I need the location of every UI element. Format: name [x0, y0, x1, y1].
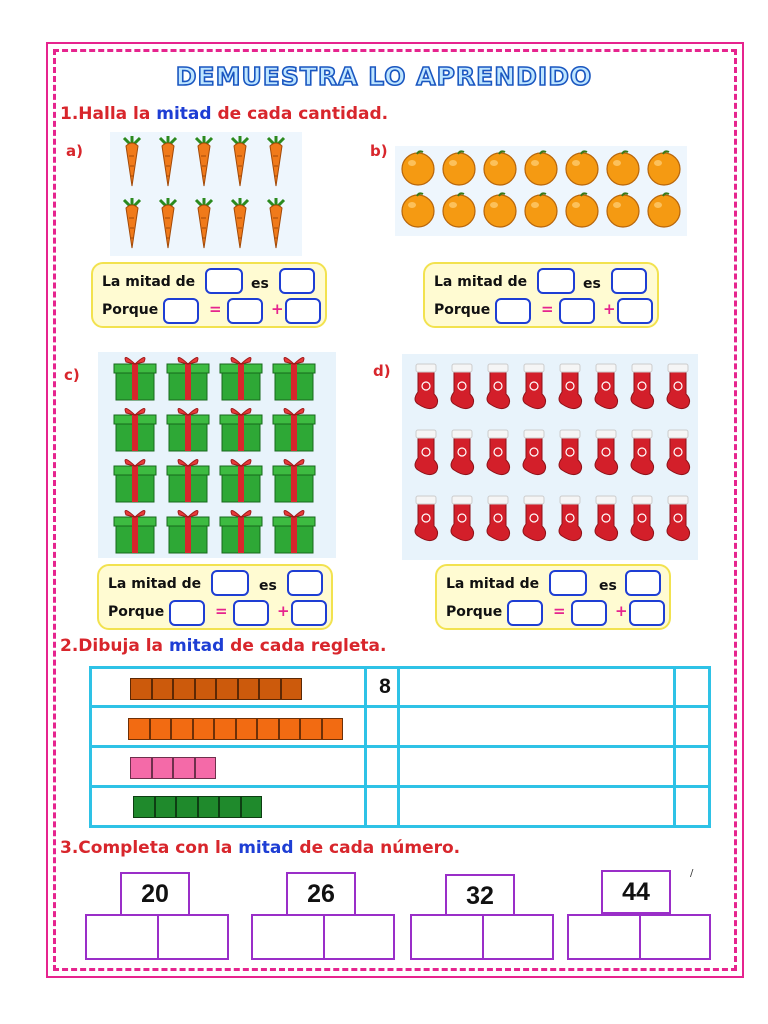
half-answer-box[interactable]: [611, 268, 647, 294]
carrot-icon: [160, 198, 176, 248]
carrot-icon: [268, 198, 284, 248]
ruler-cube: [150, 718, 172, 740]
gift-icon: [220, 459, 262, 502]
ruler-bar: [128, 718, 343, 740]
number-box: 32: [445, 874, 515, 918]
orange-icon: [443, 193, 475, 227]
orange-icon: [607, 193, 639, 227]
stocking-icon: [595, 364, 618, 409]
ruler-cube: [176, 796, 198, 818]
stocking-icon: [523, 364, 546, 409]
orange-icon: [443, 151, 475, 185]
quantity-box[interactable]: [549, 570, 587, 596]
orange-icon: [525, 151, 557, 185]
ruler-cube: [173, 678, 195, 700]
carrot-icon: [160, 136, 176, 186]
stocking-icon: [415, 364, 438, 409]
gift-icon: [273, 408, 315, 451]
stocking-icon: [667, 364, 690, 409]
addend-1-box[interactable]: [559, 298, 595, 324]
ruler-bar: [130, 678, 302, 700]
stocking-icon: [631, 496, 654, 541]
addend-2-box[interactable]: [285, 298, 321, 324]
sum-box[interactable]: [507, 600, 543, 626]
addend-2-box[interactable]: [629, 600, 665, 626]
addend-1-box[interactable]: [227, 298, 263, 324]
part-b-label: b): [370, 142, 388, 160]
ruler-cube: [152, 678, 174, 700]
ruler-cube: [219, 796, 241, 818]
orange-icon: [484, 151, 516, 185]
stocking-icon: [451, 496, 474, 541]
half-answer-box[interactable]: [287, 570, 323, 596]
number-box: 26: [286, 872, 356, 916]
question-2: 2.Dibuja la mitad de cada regleta.: [60, 636, 387, 656]
ruler-cube: [193, 718, 215, 740]
stocking-icon: [487, 430, 510, 475]
gift-icon: [167, 408, 209, 451]
ruler-cube: [130, 678, 152, 700]
page-title: DEMUESTRA LO APRENDIDO: [175, 62, 593, 91]
orange-icon: [566, 151, 598, 185]
stocking-icon: [487, 496, 510, 541]
gift-icon: [220, 408, 262, 451]
stocking-icon: [559, 364, 582, 409]
stocking-icon: [523, 430, 546, 475]
stockings-picture: [402, 354, 698, 560]
ruler-cube: [281, 678, 303, 700]
carrots-picture: [110, 132, 302, 256]
stocking-icon: [415, 496, 438, 541]
ruler-cube: [171, 718, 193, 740]
ruler-bar: [130, 757, 216, 779]
half-answer-box[interactable]: [279, 268, 315, 294]
stocking-icon: [451, 430, 474, 475]
ruler-cube: [173, 757, 195, 779]
gifts-picture: [98, 352, 336, 558]
carrot-icon: [196, 136, 212, 186]
half-answer-box[interactable]: [625, 570, 661, 596]
answer-box-c: La mitad de es Porque = +: [97, 564, 333, 630]
sum-box[interactable]: [163, 298, 199, 324]
ruler-cube: [259, 678, 281, 700]
addend-2-box[interactable]: [617, 298, 653, 324]
halves-box[interactable]: [410, 914, 554, 960]
carrot-icon: [196, 198, 212, 248]
ruler-cube: [133, 796, 155, 818]
stocking-icon: [631, 364, 654, 409]
part-a-label: a): [66, 142, 83, 160]
ruler-cube: [195, 757, 217, 779]
orange-icon: [607, 151, 639, 185]
answer-box-d: La mitad de es Porque = +: [435, 564, 671, 630]
gift-icon: [114, 459, 156, 502]
addend-1-box[interactable]: [233, 600, 269, 626]
ruler-bar: [133, 796, 262, 818]
orange-icon: [402, 151, 434, 185]
gift-icon: [167, 510, 209, 553]
orange-icon: [402, 193, 434, 227]
stocking-icon: [487, 364, 510, 409]
gift-icon: [114, 510, 156, 553]
orange-icon: [648, 193, 680, 227]
ruler-cube: [195, 678, 217, 700]
ruler-cube: [128, 718, 150, 740]
carrot-icon: [268, 136, 284, 186]
orange-icon: [566, 193, 598, 227]
quantity-box[interactable]: [205, 268, 243, 294]
gift-icon: [114, 357, 156, 400]
stocking-icon: [523, 496, 546, 541]
ruler-cube: [322, 718, 344, 740]
carrot-icon: [124, 136, 140, 186]
carrot-icon: [124, 198, 140, 248]
orange-icon: [648, 151, 680, 185]
question-3: 3.Completa con la mitad de cada número.: [60, 838, 461, 858]
carrot-icon: [232, 136, 248, 186]
sum-box[interactable]: [169, 600, 205, 626]
halves-box[interactable]: [567, 914, 711, 960]
number-box: 44: [601, 870, 671, 914]
orange-icon: [484, 193, 516, 227]
ruler-cube: [300, 718, 322, 740]
answer-box-b: La mitad de es Porque = +: [423, 262, 659, 328]
gift-icon: [220, 357, 262, 400]
quantity-box[interactable]: [537, 268, 575, 294]
ruler-value: 8: [379, 675, 391, 698]
stocking-icon: [667, 430, 690, 475]
quantity-box[interactable]: [211, 570, 249, 596]
stocking-icon: [559, 430, 582, 475]
addend-2-box[interactable]: [291, 600, 327, 626]
gift-icon: [273, 357, 315, 400]
stocking-icon: [415, 430, 438, 475]
orange-icon: [525, 193, 557, 227]
sum-box[interactable]: [495, 298, 531, 324]
carrot-icon: [232, 198, 248, 248]
stocking-icon: [595, 430, 618, 475]
ruler-cube: [155, 796, 177, 818]
ruler-cube: [198, 796, 220, 818]
ruler-cube: [214, 718, 236, 740]
addend-1-box[interactable]: [571, 600, 607, 626]
part-d-label: d): [373, 362, 391, 380]
oranges-picture: [395, 146, 687, 236]
ruler-cube: [216, 678, 238, 700]
stray-mark: /: [690, 868, 694, 879]
part-c-label: c): [64, 366, 80, 384]
gift-icon: [273, 459, 315, 502]
ruler-cube: [257, 718, 279, 740]
ruler-cube: [279, 718, 301, 740]
halves-box[interactable]: [85, 914, 229, 960]
ruler-cube: [130, 757, 152, 779]
stocking-icon: [631, 430, 654, 475]
stocking-icon: [451, 364, 474, 409]
gift-icon: [273, 510, 315, 553]
ruler-cube: [238, 678, 260, 700]
gift-icon: [220, 510, 262, 553]
answer-box-a: La mitad de es Porque = +: [91, 262, 327, 328]
gift-icon: [167, 357, 209, 400]
stocking-icon: [595, 496, 618, 541]
number-box: 20: [120, 872, 190, 916]
ruler-cube: [236, 718, 258, 740]
stocking-icon: [559, 496, 582, 541]
halves-box[interactable]: [251, 914, 395, 960]
gift-icon: [114, 408, 156, 451]
ruler-cube: [152, 757, 174, 779]
ruler-cube: [241, 796, 263, 818]
gift-icon: [167, 459, 209, 502]
question-1: 1.Halla la mitad de cada cantidad.: [60, 104, 389, 124]
stocking-icon: [667, 496, 690, 541]
